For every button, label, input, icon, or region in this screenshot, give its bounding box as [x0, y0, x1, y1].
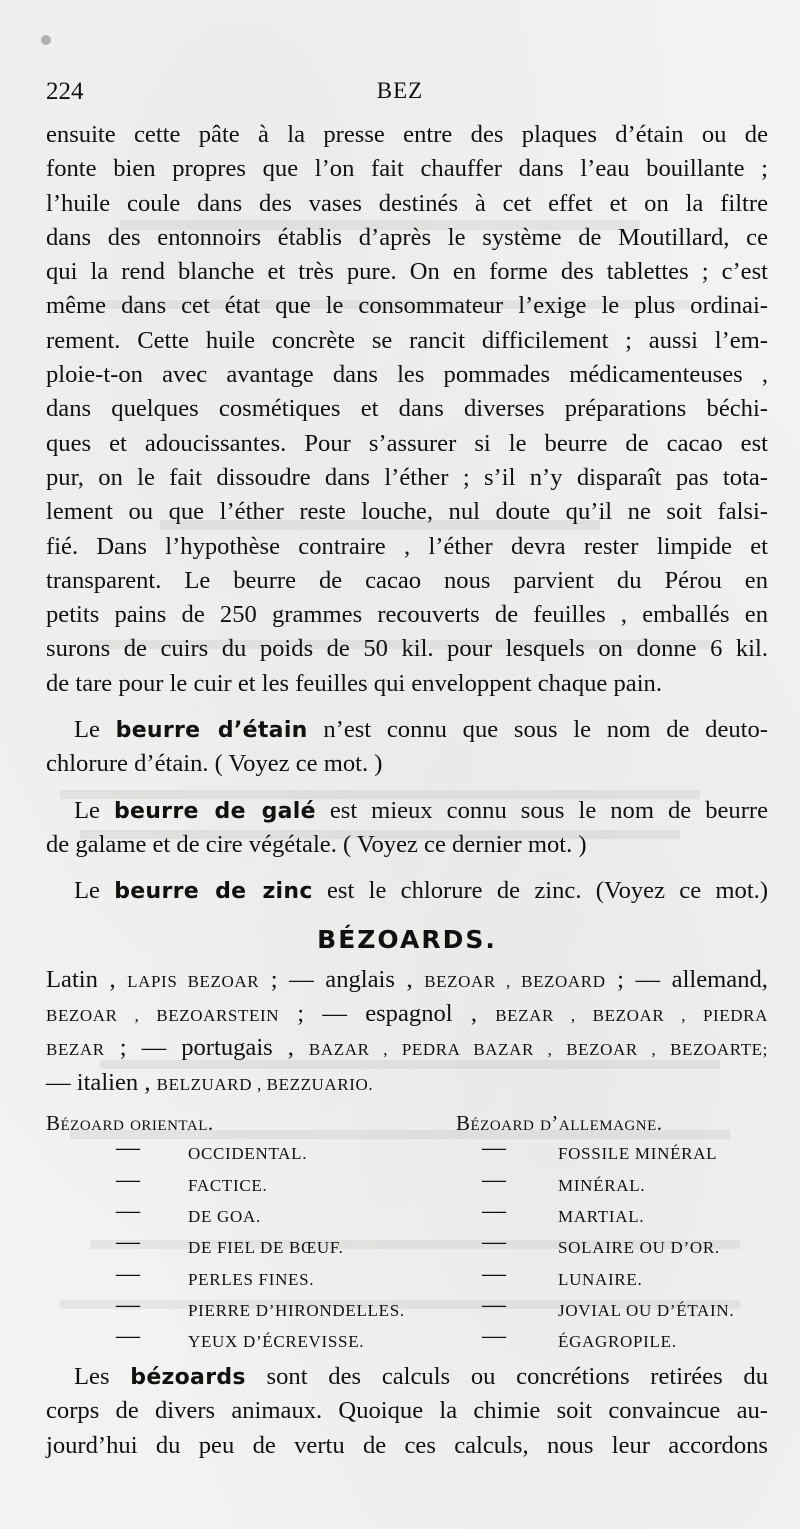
- text-line: qui la rend blanche et très pure. On en forme des tablettes ; c’est: [46, 258, 768, 286]
- entry-keyword: beurre de galé: [113, 798, 316, 824]
- table-row: [46, 1231, 768, 1262]
- ditto-dash: —: [116, 1260, 141, 1287]
- table-row: [46, 1325, 768, 1356]
- table-row: [46, 1166, 768, 1200]
- ditto-dash: —: [116, 1229, 141, 1256]
- smallcaps-run: BAZAR , PEDRA BAZAR , BEZOAR , BEZOARTE;: [308, 1040, 768, 1060]
- section-heading: BÉZOARDS.: [317, 924, 497, 954]
- table-right-head: Bézoard d’allemagne.: [456, 1111, 663, 1136]
- entry-keyword: beurre de zinc: [114, 879, 313, 905]
- ditto-dash: —: [482, 1291, 507, 1318]
- text-line: surons de cuirs du poids de 50 kil. pour lesquels on donne 6 kil.: [46, 635, 768, 663]
- ditto-dash: —: [482, 1166, 507, 1193]
- text-run: ; — portugais ,: [104, 1034, 309, 1062]
- text-line: transparent. Le beurre de cacao nous parvient du Pérou en: [46, 566, 768, 594]
- paragraph-cacao-butter: [46, 118, 768, 701]
- table-left-cell: YEUX D’ÉCREVISSE.: [188, 1332, 365, 1352]
- text-line: chlorure d’étain. ( Voyez ce mot. ): [46, 750, 383, 778]
- page-body: [46, 118, 768, 1463]
- table-right-cell: FOSSILE MINÉRAL: [558, 1144, 718, 1164]
- table-row: [46, 1291, 768, 1325]
- text-line: [46, 794, 768, 828]
- text-run: ; — allemand,: [605, 965, 768, 993]
- table-left-cell: FACTICE.: [188, 1175, 268, 1195]
- text-line: fonte bien propres que l’on fait chauffer dans l’eau bouillante ;: [46, 155, 768, 183]
- text-line: petits pains de 250 grammes recouverts de feuilles , emballés en: [46, 601, 768, 629]
- page-number: 224: [46, 78, 84, 105]
- ditto-dash: —: [482, 1323, 507, 1350]
- text-line: corps de divers animaux. Quoique la chimie soit convaincue au-: [46, 1397, 768, 1425]
- text-run: Latin ,: [46, 965, 128, 993]
- smallcaps-run: BEZOAR , BEZOARSTEIN: [46, 1006, 280, 1026]
- smallcaps-run: BELZUARD , BEZZUARIO.: [156, 1074, 374, 1094]
- entry-keyword: beurre d’étain: [115, 718, 308, 744]
- ditto-dash: —: [482, 1229, 507, 1256]
- table-right-cell: MINÉRAL.: [558, 1175, 646, 1195]
- text-run: Le: [74, 716, 116, 744]
- text-line: rement. Cette huile concrète se rancit difficilement ; aussi l’em-: [46, 326, 768, 354]
- text-line: [46, 874, 768, 908]
- text-line: l’huile coule dans des vases destinés à cet effet et on la filtre: [46, 189, 768, 217]
- text-run: Les: [74, 1363, 131, 1391]
- ditto-dash: —: [116, 1197, 141, 1224]
- text-line: ques et adoucissantes. Pour s’assurer si le beurre de cacao est: [46, 429, 768, 457]
- table-row: [46, 1137, 768, 1168]
- smallcaps-run: BEZAR: [46, 1040, 105, 1060]
- table-row: [46, 1260, 768, 1294]
- paragraph-beurre-zinc: [46, 874, 768, 908]
- running-head: BEZ: [376, 78, 424, 103]
- table-header-row: [46, 1106, 768, 1137]
- ditto-dash: —: [116, 1291, 141, 1318]
- text-line: [46, 713, 768, 747]
- text-line: de tare pour le cuir et les feuilles qui enveloppent chaque pain.: [46, 669, 662, 697]
- ditto-dash: —: [482, 1197, 507, 1224]
- text-line: jourd’hui du peu de vertu de ces calculs, nous leur accordons: [46, 1431, 768, 1459]
- text-line: même dans cet état que le consommateur l’exige le plus ordinai-: [46, 292, 768, 320]
- text-run: ; — anglais ,: [259, 965, 425, 993]
- text-line: ploie-t-on avec avantage dans les pommades médicamenteuses ,: [46, 361, 768, 389]
- text-run: est le chlorure de zinc. (Voyez ce mot.): [312, 877, 769, 905]
- ditto-dash: —: [116, 1166, 141, 1193]
- table-row: [46, 1197, 768, 1231]
- table-right-cell: SOLAIRE OU D’OR.: [558, 1238, 720, 1258]
- text-line: fié. Dans l’hypothèse contraire , l’éther devra rester limpide et: [46, 532, 768, 560]
- text-line: [46, 1066, 768, 1100]
- text-run: Le: [74, 877, 115, 905]
- text-line: [46, 963, 768, 997]
- text-run: n’est connu que sous le nom de deuto-: [307, 716, 768, 744]
- text-line: dans quelques cosmétiques et dans diverses préparations béchi-: [46, 395, 768, 423]
- table-right-cell: LUNAIRE.: [558, 1269, 643, 1289]
- table-left-cell: DE FIEL DE BŒUF.: [188, 1238, 344, 1258]
- text-run: est mieux connu sous le nom de beurre: [315, 796, 768, 824]
- table-left-cell: PIERRE D’HIRONDELLES.: [188, 1300, 405, 1320]
- table-left-head: Bézoard oriental.: [46, 1111, 214, 1136]
- ditto-dash: —: [116, 1135, 141, 1162]
- ditto-dash: —: [482, 1135, 507, 1162]
- text-line: pur, on le fait dissoudre dans l’éther ; s’il n’y disparaît pas tota-: [46, 463, 768, 491]
- table-right-cell: ÉGAGROPILE.: [558, 1332, 677, 1352]
- page-header: [46, 78, 754, 110]
- text-run: sont des calculs ou concrétions retirées du: [245, 1363, 768, 1391]
- smallcaps-run: BEZOAR , BEZOARD: [424, 971, 606, 991]
- languages-block: [46, 963, 768, 1100]
- smallcaps-run: BEZAR , BEZOAR , PIEDRA: [495, 1006, 768, 1026]
- table-left-cell: OCCIDENTAL.: [188, 1144, 308, 1164]
- ditto-dash: —: [116, 1323, 141, 1350]
- text-run: Le: [74, 796, 114, 824]
- text-line: lement ou que l’éther reste louche, nul doute qu’il ne soit falsi-: [46, 498, 768, 526]
- entry-keyword: bézoards: [130, 1365, 246, 1391]
- ditto-dash: —: [482, 1260, 507, 1287]
- table-right-cell: JOVIAL OU D’ÉTAIN.: [558, 1300, 735, 1320]
- text-line: [46, 1360, 768, 1394]
- text-line: [46, 997, 768, 1031]
- text-line: dans des entonnoirs établis d’après le système de Moutillard, ce: [46, 223, 768, 251]
- text-run: ; — espagnol ,: [279, 1000, 496, 1028]
- text-line: ensuite cette pâte à la presse entre des plaques d’étain ou de: [46, 121, 768, 148]
- table-right-cell: MARTIAL.: [558, 1206, 645, 1226]
- table-left-cell: DE GOA.: [188, 1206, 261, 1226]
- table-left-cell: PERLES FINES.: [188, 1269, 315, 1289]
- smallcaps-run: LAPIS BEZOAR: [127, 971, 260, 991]
- bezoard-types-table: [46, 1106, 768, 1356]
- text-line: [46, 1031, 768, 1065]
- paragraph-bezoards: [46, 1360, 768, 1463]
- paragraph-beurre-etain: [46, 713, 768, 782]
- text-line: de galame et de cire végétale. ( Voyez ce dernier mot. ): [46, 830, 587, 858]
- paragraph-beurre-gale: [46, 794, 768, 863]
- text-run: — italien ,: [46, 1068, 157, 1096]
